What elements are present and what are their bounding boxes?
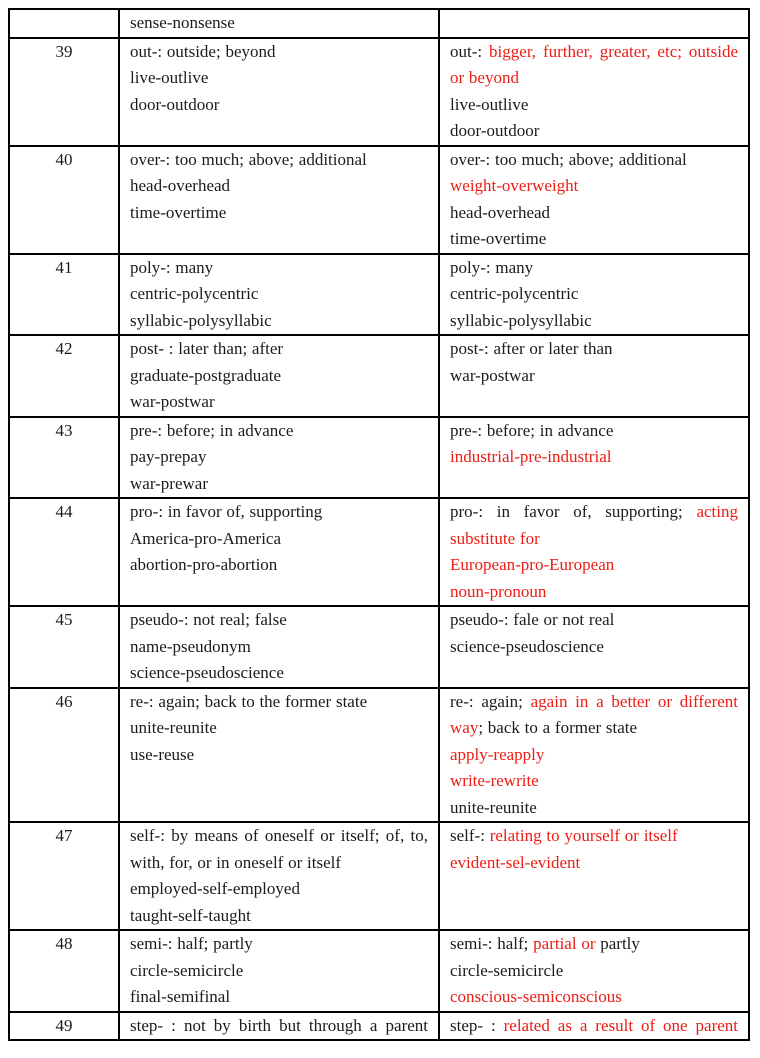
body-text: syllabic-polysyllabic <box>450 310 592 330</box>
body-text: science-pseudoscience <box>450 636 604 656</box>
cell-paragraph <box>130 984 428 1011</box>
cell-paragraph <box>450 226 738 253</box>
cell-row-number: 45 <box>9 606 119 688</box>
body-text: self-: <box>450 826 490 845</box>
body-text: pro-: in favor of, supporting; <box>450 502 697 521</box>
cell-paragraph <box>450 689 738 742</box>
body-text: use-reuse <box>130 744 195 764</box>
body-text: pro-: in favor of, supporting <box>130 502 323 521</box>
cell-revision <box>439 606 749 688</box>
cell-paragraph <box>130 634 428 661</box>
body-text: time-overtime <box>450 229 547 248</box>
cell-paragraph <box>450 634 738 661</box>
cell-original <box>119 498 439 606</box>
cell-paragraph <box>450 92 738 119</box>
cell-revision <box>439 335 749 417</box>
body-text: head-overhead <box>130 176 231 195</box>
cell-paragraph <box>130 876 428 903</box>
table-row <box>9 688 749 823</box>
correction-text: relating to yourself or itself <box>489 826 678 845</box>
body-text: pseudo-: not real; false <box>130 610 287 629</box>
cell-paragraph <box>130 931 428 958</box>
body-text: employed-self-employed <box>130 879 300 898</box>
table-row <box>9 9 749 38</box>
cell-paragraph <box>450 958 738 985</box>
body-text: sense-nonsense <box>130 13 235 32</box>
cell-revision <box>439 822 749 930</box>
body-text: self-: by means of oneself or itself; of, to, with, for, or in oneself or itself <box>130 826 428 872</box>
cell-paragraph <box>450 607 738 634</box>
body-text: door-outdoor <box>450 121 540 140</box>
body-text: name-pseudonym <box>130 636 251 656</box>
body-text: partly <box>600 934 640 953</box>
body-text: America-pro-America <box>130 528 282 548</box>
body-text: pre-: before; in advance <box>450 420 614 440</box>
cell-original <box>119 38 439 146</box>
body-text: re-: again; back to the former state <box>130 691 368 711</box>
cell-paragraph <box>130 903 428 930</box>
cell-original <box>119 1012 439 1041</box>
cell-paragraph <box>130 336 428 363</box>
cell-paragraph <box>450 931 738 958</box>
cell-paragraph <box>130 308 428 335</box>
cell-paragraph <box>130 200 428 227</box>
body-text: live-outlive <box>130 68 209 87</box>
body-text: semi-: half; <box>450 934 534 953</box>
body-text: circle-semicircle <box>130 960 244 980</box>
cell-original <box>119 822 439 930</box>
cell-revision <box>439 417 749 499</box>
body-text: out-: outside; beyond <box>130 41 276 61</box>
body-text: live-outlive <box>450 94 529 114</box>
cell-original <box>119 9 439 38</box>
cell-paragraph <box>450 444 738 471</box>
cell-paragraph <box>130 958 428 985</box>
cell-paragraph <box>450 418 738 445</box>
cell-paragraph <box>130 552 428 579</box>
cell-paragraph <box>450 39 738 92</box>
body-text: step- : <box>450 1015 504 1035</box>
body-text: unite-reunite <box>450 797 537 817</box>
cell-paragraph <box>130 147 428 174</box>
correction-text: industrial-pre-industrial <box>450 447 612 466</box>
cell-paragraph <box>450 336 738 363</box>
cell-paragraph <box>450 147 738 174</box>
cell-paragraph <box>450 579 738 606</box>
correction-text: bigger, further, greater, etc; outside or beyond <box>450 41 739 87</box>
cell-paragraph <box>450 308 738 335</box>
body-text: post- : later than; after <box>130 339 284 358</box>
correction-text: conscious-semiconscious <box>450 987 622 1006</box>
table-row <box>9 498 749 606</box>
cell-paragraph <box>130 39 428 66</box>
body-text: centric-polycentric <box>130 284 259 303</box>
body-text: time-overtime <box>130 202 227 222</box>
cell-original <box>119 146 439 254</box>
cell-paragraph <box>450 742 738 769</box>
correction-text: write-rewrite <box>450 771 539 790</box>
table-row <box>9 930 749 1012</box>
table-row <box>9 822 749 930</box>
body-text: war-postwar <box>130 392 215 411</box>
body-text: syllabic-polysyllabic <box>130 310 272 330</box>
cell-row-number: 40 <box>9 146 119 254</box>
correction-text: acting substitute for <box>450 502 738 548</box>
body-text: poly-: many <box>130 257 214 277</box>
cell-paragraph <box>130 65 428 92</box>
cell-paragraph <box>130 471 428 498</box>
cell-paragraph <box>130 660 428 687</box>
cell-paragraph <box>130 92 428 119</box>
cell-row-number: 39 <box>9 38 119 146</box>
cell-paragraph <box>130 1013 428 1040</box>
cell-revision <box>439 930 749 1012</box>
cell-paragraph <box>450 255 738 282</box>
body-text: pay-prepay <box>130 447 207 466</box>
table-row <box>9 335 749 417</box>
prefix-table <box>8 8 750 1041</box>
cell-paragraph <box>450 118 738 145</box>
correction-text: European-pro-European <box>450 555 615 574</box>
cell-original <box>119 688 439 823</box>
cell-row-number: 41 <box>9 254 119 336</box>
body-text: over-: too much; above; additional <box>130 149 367 169</box>
cell-original <box>119 335 439 417</box>
body-text: out-: <box>450 41 490 61</box>
cell-row-number: 48 <box>9 930 119 1012</box>
correction-text: apply-reapply <box>450 744 545 764</box>
cell-paragraph <box>450 795 738 822</box>
prefix-table-body <box>9 9 749 1040</box>
body-text: semi-: half; partly <box>130 934 253 953</box>
cell-paragraph <box>450 850 738 877</box>
table-row <box>9 606 749 688</box>
cell-row-number <box>9 9 119 38</box>
cell-paragraph <box>450 499 738 552</box>
cell-paragraph <box>130 418 428 445</box>
table-row <box>9 254 749 336</box>
table-row <box>9 1012 749 1041</box>
cell-row-number: 44 <box>9 498 119 606</box>
body-text: unite-reunite <box>130 718 217 737</box>
table-row <box>9 417 749 499</box>
body-text: ; back to a former state <box>478 718 638 737</box>
cell-paragraph <box>130 823 428 876</box>
cell-paragraph <box>130 389 428 416</box>
cell-paragraph <box>450 552 738 579</box>
cell-paragraph <box>450 363 738 390</box>
cell-revision <box>439 1012 749 1041</box>
body-text: graduate-postgraduate <box>130 365 282 385</box>
cell-paragraph <box>130 526 428 553</box>
table-row <box>9 146 749 254</box>
body-text: war-postwar <box>450 365 535 385</box>
cell-paragraph <box>130 689 428 716</box>
cell-original <box>119 606 439 688</box>
cell-paragraph <box>130 281 428 308</box>
cell-revision <box>439 38 749 146</box>
body-text: war-prewar <box>130 473 208 493</box>
cell-paragraph <box>450 200 738 227</box>
body-text: re-: again; <box>450 691 531 711</box>
cell-paragraph <box>130 742 428 769</box>
body-text: post-: after or later than <box>450 339 613 358</box>
body-text: abortion-pro-abortion <box>130 555 278 574</box>
cell-paragraph <box>130 499 428 526</box>
cell-paragraph <box>130 363 428 390</box>
correction-text: partial or <box>533 934 601 953</box>
cell-revision <box>439 254 749 336</box>
cell-original <box>119 417 439 499</box>
cell-row-number: 43 <box>9 417 119 499</box>
body-text: door-outdoor <box>130 94 220 114</box>
body-text: over-: too much; above; additional <box>450 149 687 169</box>
cell-paragraph <box>450 768 738 795</box>
table-row <box>9 38 749 146</box>
cell-paragraph <box>450 1013 738 1040</box>
cell-revision <box>439 688 749 823</box>
cell-revision <box>439 498 749 606</box>
body-text: taught-self-taught <box>130 905 251 925</box>
body-text: circle-semicircle <box>450 960 564 980</box>
cell-paragraph <box>130 444 428 471</box>
body-text: pre-: before; in advance <box>130 420 294 440</box>
body-text: poly-: many <box>450 257 534 277</box>
body-text: science-pseudoscience <box>130 663 284 682</box>
cell-original <box>119 254 439 336</box>
correction-text: related as a result of one parent <box>503 1015 738 1035</box>
cell-paragraph <box>450 984 738 1011</box>
cell-paragraph <box>130 607 428 634</box>
correction-text: weight-overweight <box>450 176 579 195</box>
cell-row-number: 49 <box>9 1012 119 1041</box>
cell-paragraph <box>130 10 428 37</box>
correction-text: evident-sel-evident <box>450 852 581 872</box>
body-text: step- : not by birth but through a parent <box>130 1015 428 1035</box>
body-text: head-overhead <box>450 202 551 222</box>
correction-text: noun-pronoun <box>450 581 547 601</box>
body-text: centric-polycentric <box>450 284 579 303</box>
cell-row-number: 47 <box>9 822 119 930</box>
cell-paragraph <box>130 255 428 282</box>
cell-paragraph <box>130 173 428 200</box>
cell-revision <box>439 146 749 254</box>
body-text: pseudo-: fale or not real <box>450 610 615 629</box>
body-text: final-semifinal <box>130 987 231 1006</box>
cell-paragraph <box>450 281 738 308</box>
cell-row-number: 46 <box>9 688 119 823</box>
correction-text: again in a better or different way <box>450 691 738 737</box>
cell-original <box>119 930 439 1012</box>
cell-paragraph <box>130 715 428 742</box>
cell-revision <box>439 9 749 38</box>
cell-row-number: 42 <box>9 335 119 417</box>
cell-paragraph <box>450 173 738 200</box>
cell-paragraph <box>450 823 738 850</box>
